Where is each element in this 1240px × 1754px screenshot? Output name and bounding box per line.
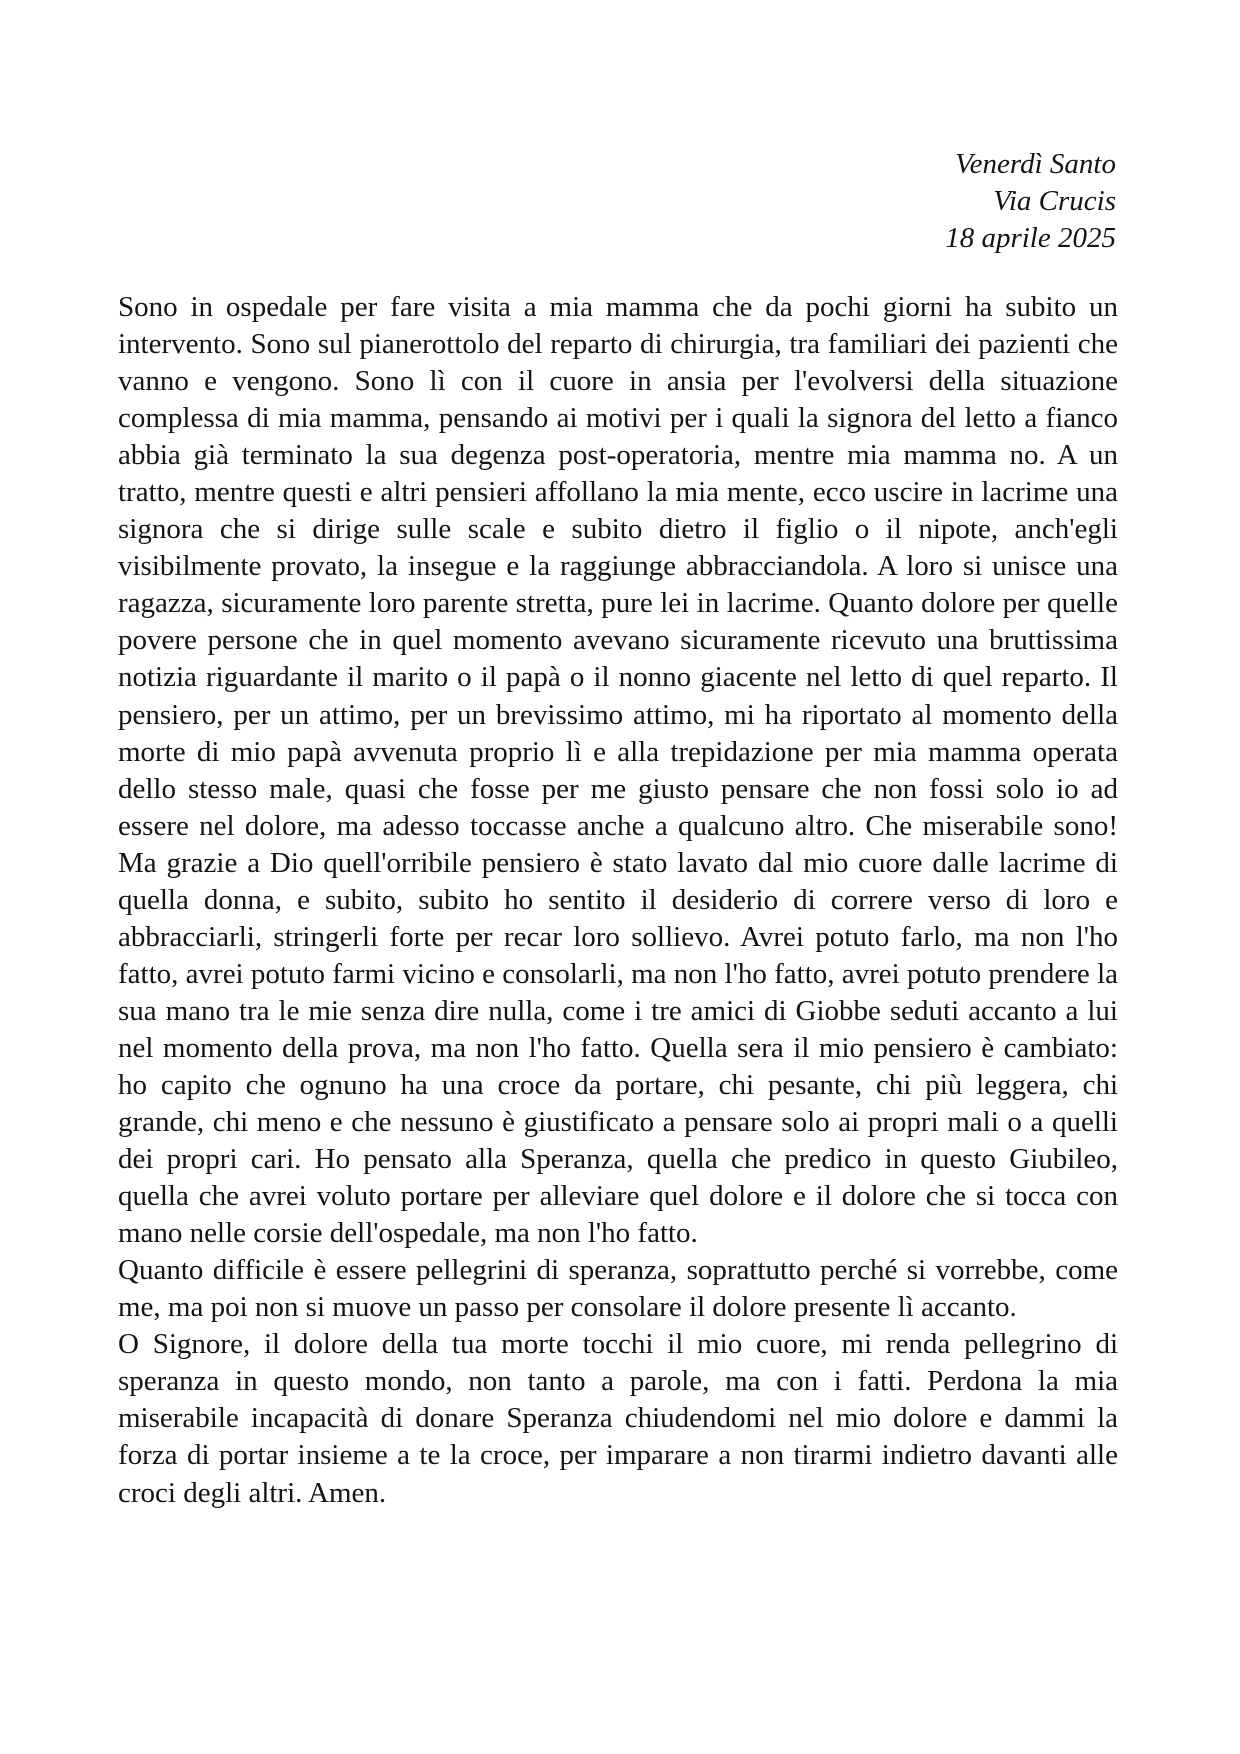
paragraph-pilgrims: Quanto difficile è essere pellegrini di speranza, soprattutto perché si vorrebbe, come me, ma poi non si muove un passo per consolare il dolore presente lì accanto. [118, 1254, 1118, 1324]
paragraph-prayer: O Signore, il dolore della tua morte tocchi il mio cuore, mi renda pellegrino di speranza in questo mondo, non tanto a parole, ma con i fatti. Perdona la mia miserabile incapacità di donare Speranza chiudendomi nel mio dolore e dammi la forza di portar insieme a te la croce, per imparare a non tirarmi indietro davanti alle croci degli altri. Amen. [118, 1328, 1118, 1509]
header-event: Via Crucis [993, 185, 1116, 217]
header-day: Venerdì Santo [955, 148, 1116, 180]
body-text [118, 289, 1118, 1512]
paragraph-reflection: Sono in ospedale per fare visita a mia mamma che da pochi giorni ha subito un intervento. Sono sul pianerottolo del reparto di chirurgia, tra familiari dei pazienti che vanno e vengono. Sono lì con il cuore in ansia per l'evolversi della situazione complessa di mia mamma, pensando ai motivi per i quali la signora del letto a fianco abbia già terminato la sua degenza post-operatoria, mentre mia mamma no. A un tratto, mentre questi e altri pensieri affollano la mia mente, ecco uscire in lacrime una signora che si dirige sulle scale e subito dietro il figlio o il nipote, anch'egli visibilmente provato, la insegue e la raggiunge abbracciandola. A loro si unisce una ragazza, sicuramente loro parente stretta, pure lei in lacrime. Quanto dolore per quelle povere persone che in quel momento avevano sicuramente ricevuto una bruttissima notizia riguardante il marito o il papà o il nonno giacente nel letto di quel reparto. Il pensiero, per un attimo, per un brevissimo attimo, mi ha riportato al momento della morte di mio papà avvenuta proprio lì e alla trepidazione per mia mamma operata dello stesso male, quasi che fosse per me giusto pensare che non fossi solo io ad essere nel dolore, ma adesso toccasse anche a qualcuno altro. Che miserabile sono! Ma grazie a Dio quell'orribile pensiero è stato lavato dal mio cuore dalle lacrime di quella donna, e subito, subito ho sentito il desiderio di correre verso di loro e abbracciarli, stringerli forte per recar loro sollievo. Avrei potuto farlo, ma non l'ho fatto, avrei potuto farmi vicino e consolarli, ma non l'ho fatto, avrei potuto prendere la sua mano tra le mie senza dire nulla, come i tre amici di Giobbe seduti accanto a lui nel momento della prova, ma non l'ho fatto. Quella sera il mio pensiero è cambiato: ho capito che ognuno ha una croce da portare, chi pesante, chi più leggera, chi grande, chi meno e che nessuno è giustificato a pensare solo ai propri mali o a quelli dei propri cari. Ho pensato alla Speranza, quella che predico in questo Giubileo, quella che avrei voluto portare per alleviare quel dolore e il dolore che si tocca con mano nelle corsie dell'ospedale, ma non l'ho fatto. [118, 291, 1118, 1250]
header-date: 18 aprile 2025 [945, 222, 1116, 254]
date-header [945, 146, 1116, 257]
